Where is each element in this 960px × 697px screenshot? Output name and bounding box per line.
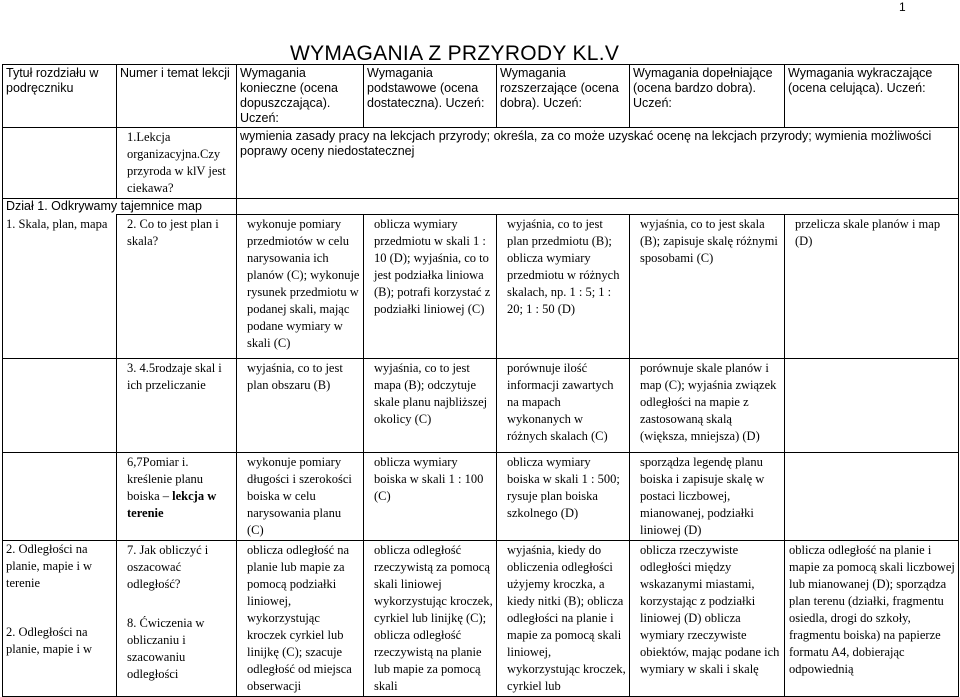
header-supplementary: Wymagania dopełniające (ocena bardzo dobra). Uczeń: xyxy=(630,65,785,128)
header-extended: Wymagania rozszerzające (ocena dobra). Uczeń: xyxy=(497,65,630,128)
req-sup-3: sporządza legendę planu boiska i zapisuje skalę w postaci liczbowej, mianowanej, podziałki liniowej (D) xyxy=(630,453,785,541)
req-ext-4: wyjaśnia, kiedy do obliczenia odległości użyjemy kroczka, a kiedy nitki (B); oblicza odległości na planie i mapie za pomocą skali liniowej, wykorzystując kroczek, cyrkiel lub xyxy=(497,541,630,697)
req-std-2: wyjaśnia, co to jest mapa (B); odczytuje skale planu najbliższej okolicy (C) xyxy=(364,359,497,453)
intro-lesson: 1.Lekcja organizacyjna.Czy przyroda w klV jest ciekawa? xyxy=(117,128,237,199)
header-basic: Wymagania podstawowe (ocena dostateczna). Uczeń: xyxy=(364,65,497,128)
req-ext-3: oblicza wymiary boiska w skali 1 : 500; rysuje plan boiska szkolnego (D) xyxy=(497,453,630,541)
page-title: WYMAGANIA Z PRZYRODY KL.V xyxy=(290,42,620,65)
req-ext-2: porównuje ilość informacji zawartych na mapach wykonanych w różnych skalach (C) xyxy=(497,359,630,453)
lesson-row-3 xyxy=(3,359,959,453)
intro-chapter-cell xyxy=(3,128,117,199)
page-number: 1 xyxy=(899,0,906,14)
req-sup-4: oblicza rzeczywiste odległości między wskazanymi miastami, korzystając z podziałki liniowej (D) oblicza wymiary rzeczywiste obiektów, mając podane ich wymiary w skali i skalę xyxy=(630,541,785,697)
chapter-distances xyxy=(3,541,117,697)
req-beyond-3 xyxy=(785,453,959,541)
req-beyond-2 xyxy=(785,359,959,453)
section-spacer xyxy=(237,199,959,215)
req-std-3: oblicza wymiary boiska w skali 1 : 100 (C) xyxy=(364,453,497,541)
lesson-4-text: 6,7Pomiar i. kreślenie planu boiska – xyxy=(127,455,204,503)
lesson-5: 7. Jak obliczyć i oszacować odległość? xyxy=(127,543,209,591)
req-basic-1: wykonuje pomiary przedmiotów w celu narysowania ich planów (C); wykonuje rysunek przedmiotu w podanej skali, mając podane wymiary w skali (C) xyxy=(237,215,364,359)
header-beyond: Wymagania wykraczające (ocena celująca). Uczeń: xyxy=(785,65,959,128)
chapter-distances-b: 2. Odległości na planie, mapie i w xyxy=(6,625,93,656)
lesson-6: 8. Ćwiczenia w obliczaniu i szacowaniu odległości xyxy=(127,616,205,681)
lesson-5-6 xyxy=(117,541,237,697)
req-beyond-1: przelicza skale planów i map (D) xyxy=(785,215,959,359)
lesson-4-field: lekcja w terenie xyxy=(127,489,217,520)
chapter-blank-2 xyxy=(3,453,117,541)
intro-requirements: wymienia zasady pracy na lekcjach przyrody; określa, za co może uzyskać ocenę na lekcjach przyrody; wymienia możliwości poprawy oceny niedostatecznej xyxy=(237,128,959,199)
lesson-3: 3. 4.5rodzaje skal i ich przeliczanie xyxy=(117,359,237,453)
lesson-row-4 xyxy=(3,453,959,541)
req-basic-4: oblicza odległość na planie lub mapie za pomocą podziałki liniowej, wykorzystując kroczek cyrkiel lub linijkę (C); szacuje odległość od miejsca obserwacji xyxy=(237,541,364,697)
chapter-scale-plan-map: 1. Skala, plan, mapa xyxy=(3,215,117,359)
req-sup-2: porównuje skale planów i map (C); wyjaśnia związek odległości na mapie z zastosowaną skalą (większa, mniejsza) (D) xyxy=(630,359,785,453)
lesson-row-2 xyxy=(3,215,959,359)
req-basic-2: wyjaśnia, co to jest plan obszaru (B) xyxy=(237,359,364,453)
section-row xyxy=(3,199,959,215)
req-sup-1: wyjaśnia, co to jest skala (B); zapisuje skalę różnymi sposobami (C) xyxy=(630,215,785,359)
intro-row xyxy=(3,128,959,199)
requirements-table xyxy=(2,64,959,697)
header-lesson-topic: Numer i temat lekcji xyxy=(117,65,237,128)
req-std-1: oblicza wymiary przedmiotu w skali 1 : 10 (D); wyjaśnia, co to jest podziałka liniowa (B); potrafi korzystać z podziałki liniowej (C) xyxy=(364,215,497,359)
lesson-row-5 xyxy=(3,541,959,697)
header-required: Wymagania konieczne (ocena dopuszczająca). Uczeń: xyxy=(237,65,364,128)
chapter-distances-a: 2. Odległości na planie, mapie i w terenie xyxy=(6,542,93,590)
chapter-blank-1 xyxy=(3,359,117,453)
lesson-2: 2. Co to jest plan i skala? xyxy=(117,215,237,359)
req-ext-1: wyjaśnia, co to jest plan przedmiotu (B); oblicza wymiary przedmiotu w różnych skalach, np. 1 : 5; 1 : 20; 1 : 50 (D) xyxy=(497,215,630,359)
lesson-4 xyxy=(117,453,237,541)
header-row xyxy=(3,65,959,128)
header-chapter-title: Tytuł rozdziału w podręczniku xyxy=(3,65,117,128)
section-title: Dział 1. Odkrywamy tajemnice map xyxy=(3,199,237,215)
req-basic-3: wykonuje pomiary długości i szerokości boiska w celu narysowania planu (C) xyxy=(237,453,364,541)
req-beyond-4: oblicza odległość na planie i mapie za pomocą skali liczbowej lub mianowanej (D); sporządza plan terenu (działki, fragmentu osiedla, drogi do szkoły, fragmentu boiska) na papierze formatu A4, dobierając odpowiednią xyxy=(785,541,959,697)
req-std-4: oblicza odległość rzeczywistą za pomocą skali liniowej wykorzystując kroczek, cyrkiel lub linijkę (C); oblicza odległość rzeczywistą na planie lub mapie za pomocą skali xyxy=(364,541,497,697)
